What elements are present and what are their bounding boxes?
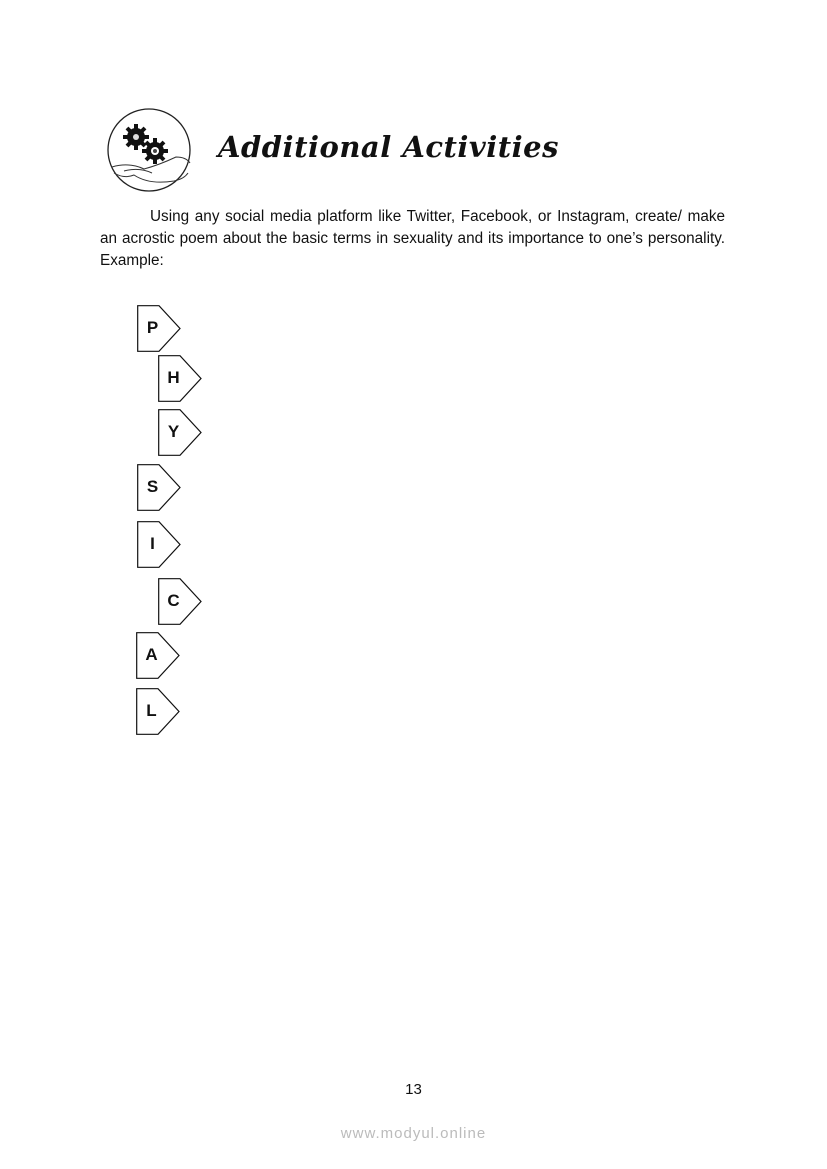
acrostic-letter: Y <box>167 422 180 441</box>
acrostic-letter-tag <box>136 632 180 679</box>
instructions-text: Using any social media platform like Twitter, Facebook, or Instagram, create/ make an acrostic poem about the basic terms in sexuality and its importance to one’s personality. Example: <box>100 208 725 269</box>
acrostic-letter-tag <box>158 355 202 402</box>
page-number: 13 <box>405 1081 422 1098</box>
acrostic-letter-tag <box>137 464 181 511</box>
acrostic-letter-tag <box>136 688 180 735</box>
acrostic-letter: H <box>167 368 180 387</box>
acrostic-letter: I <box>150 534 155 553</box>
section-title: Additional Activities <box>218 130 559 164</box>
acrostic-letter-tag <box>137 305 181 352</box>
gears-in-hand-icon <box>104 107 194 193</box>
acrostic-letter-tag <box>158 409 202 456</box>
acrostic-letter: A <box>145 645 158 664</box>
acrostic-letter-tag <box>158 578 202 625</box>
acrostic-letter: S <box>146 477 159 496</box>
watermark: www.modyul.online <box>340 1125 487 1142</box>
acrostic-letter: C <box>167 591 180 610</box>
acrostic-letter: L <box>146 701 157 720</box>
instructions-paragraph <box>100 206 725 272</box>
acrostic-letter-tag <box>137 521 181 568</box>
acrostic-letter: P <box>146 318 159 337</box>
